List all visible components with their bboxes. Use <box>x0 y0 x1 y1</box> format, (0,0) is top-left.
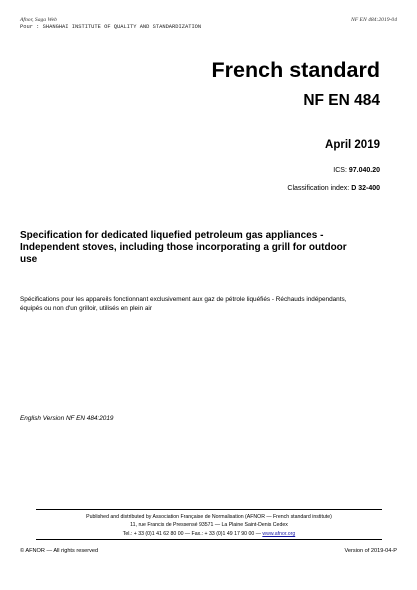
french-title: Spécifications pour les appareils fonctionnant exclusivement aux gaz de pétrole liquéfiés - Réchauds indépendants, équipés ou non d'un grilloir, utilisés en plein air <box>20 296 347 312</box>
licensee-label: Pour : SHANGHAI INSTITUTE OF QUALITY AND STANDARDIZATION <box>20 24 202 30</box>
classification-label: Classification index: <box>287 185 352 192</box>
publisher-line-3 <box>36 530 382 538</box>
copyright-notice: © AFNOR — All rights reserved <box>20 548 99 554</box>
classification-line <box>287 185 380 192</box>
document-type: French standard <box>211 58 380 82</box>
document-date: April 2019 <box>325 139 380 151</box>
divider-bottom <box>36 539 382 540</box>
ics-value: 97.040.20 <box>348 167 380 174</box>
document-reference: NF EN 484:2019-04 <box>351 17 397 23</box>
ics-line <box>333 167 380 174</box>
document-number: NF EN 484 <box>303 92 380 109</box>
english-title: Specification for dedicated liquefied petroleum gas appliances - Independent stoves, including those incorporating a grill for outdoor use <box>20 230 347 265</box>
version-code: Version of 2019-04-P <box>344 548 397 554</box>
publisher-line-1: Published and distributed by Association Française de Normalisation (AFNOR — French standard institute) <box>86 514 332 520</box>
divider-top <box>36 509 382 510</box>
website-link[interactable]: www.afnor.org <box>262 530 296 537</box>
ics-label: ICS: <box>333 167 349 174</box>
publisher-line-2: 11, rue Francis de Pressensé 93571 — La Plaine Saint-Denis Cedex <box>130 522 288 529</box>
publisher-block <box>36 513 382 538</box>
classification-value: D 32-400 <box>351 185 380 192</box>
provider-label: Afnor, Saga Web <box>20 17 57 23</box>
publisher-contact: Tel.: + 33 (0)1 41 62 80 00 — Fax.: + 33 (0)1 49 17 90 00 — <box>122 530 263 537</box>
version-note: English Version NF EN 484:2019 <box>20 415 114 422</box>
